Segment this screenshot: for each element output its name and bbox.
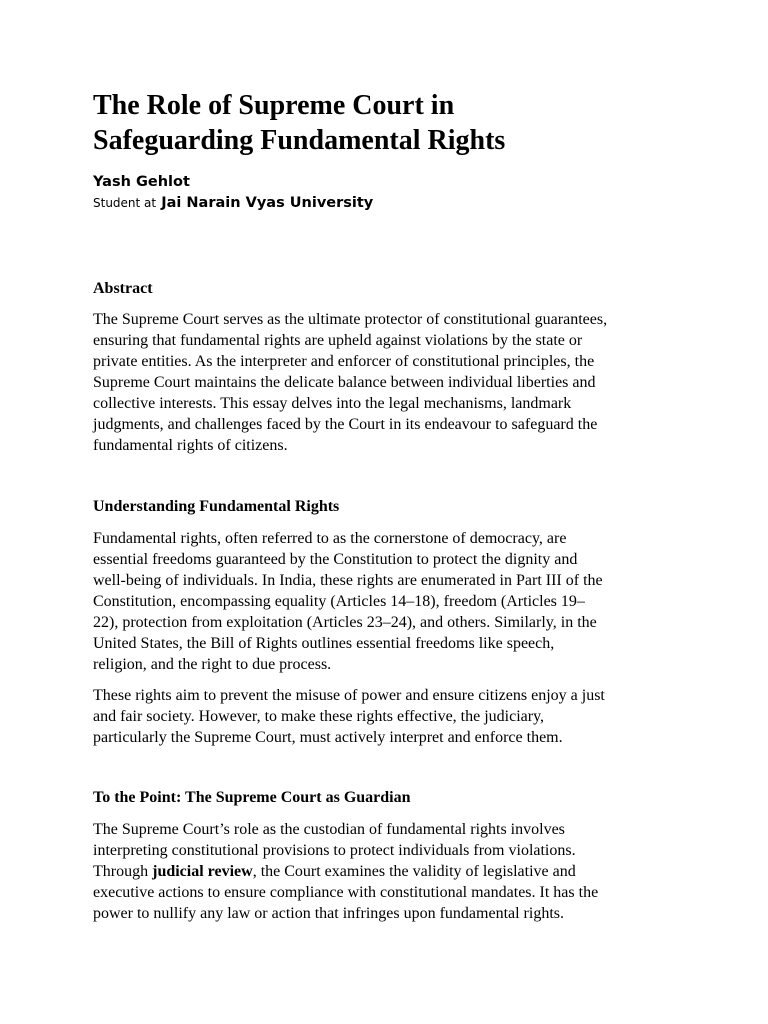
author-affiliation [93,192,683,213]
paragraph-line: Constitution, encompassing equality (Articles 14–18), freedom (Articles 19– [93,593,585,610]
paragraph-line: The Supreme Court serves as the ultimate protector of constitutional guarantees, [93,311,608,328]
guardian-heading: To the Point: The Supreme Court as Guardian [93,789,411,806]
title-line: Safeguarding Fundamental Rights [93,125,506,156]
paragraph-line: judgments, and challenges faced by the Court in its endeavour to safeguard the [93,416,598,433]
university-name: Jai Narain Vyas University [161,195,374,211]
paragraph-line: The Supreme Court’s role as the custodian of fundamental rights involves [93,821,565,838]
understanding-paragraph-2 [93,685,683,748]
abstract-paragraph [93,309,683,456]
text-run: Through [93,863,153,880]
paragraph-line: These rights aim to prevent the misuse of power and ensure citizens enjoy a just [93,687,605,704]
paragraph-line: well-being of individuals. In India, these rights are enumerated in Part III of the [93,572,603,589]
document-title [93,88,683,158]
understanding-paragraph-1 [93,528,683,675]
paragraph-line: Fundamental rights, often referred to as the cornerstone of democracy, are [93,530,567,547]
text-run: , the Court examines the validity of legislative and [252,863,576,880]
paragraph-line: private entities. As the interpreter and enforcer of constitutional principles, the [93,353,595,370]
paragraph-line: particularly the Supreme Court, must actively interpret and enforce them. [93,729,563,746]
paragraph-line: fundamental rights of citizens. [93,437,288,454]
paragraph-line [93,861,683,882]
affiliation-prefix: Student at [93,196,157,210]
paragraph-line: power to nullify any law or action that infringes upon fundamental rights. [93,905,564,922]
paragraph-line: religion, and the right to due process. [93,656,332,673]
author-name: Yash Gehlot [93,174,190,190]
paragraph-line: executive actions to ensure compliance with constitutional mandates. It has the [93,884,599,901]
understanding-heading: Understanding Fundamental Rights [93,498,340,515]
paragraph-line: United States, the Bill of Rights outlines essential freedoms like speech, [93,635,555,652]
paragraph-line: essential freedoms guaranteed by the Constitution to protect the dignity and [93,551,578,568]
paragraph-line: interpreting constitutional provisions to protect individuals from violations. [93,842,576,859]
document-page [93,88,683,924]
title-line: The Role of Supreme Court in [93,90,455,121]
paragraph-line: ensuring that fundamental rights are upheld against violations by the state or [93,332,583,349]
paragraph-line: collective interests. This essay delves into the legal mechanisms, landmark [93,395,572,412]
judicial-review-term: judicial review [152,863,253,880]
paragraph-line: 22), protection from exploitation (Articles 23–24), and others. Similarly, in the [93,614,597,631]
paragraph-line: and fair society. However, to make these rights effective, the judiciary, [93,708,545,725]
paragraph-line: Supreme Court maintains the delicate balance between individual liberties and [93,374,596,391]
abstract-heading: Abstract [93,280,153,297]
guardian-paragraph [93,819,683,924]
